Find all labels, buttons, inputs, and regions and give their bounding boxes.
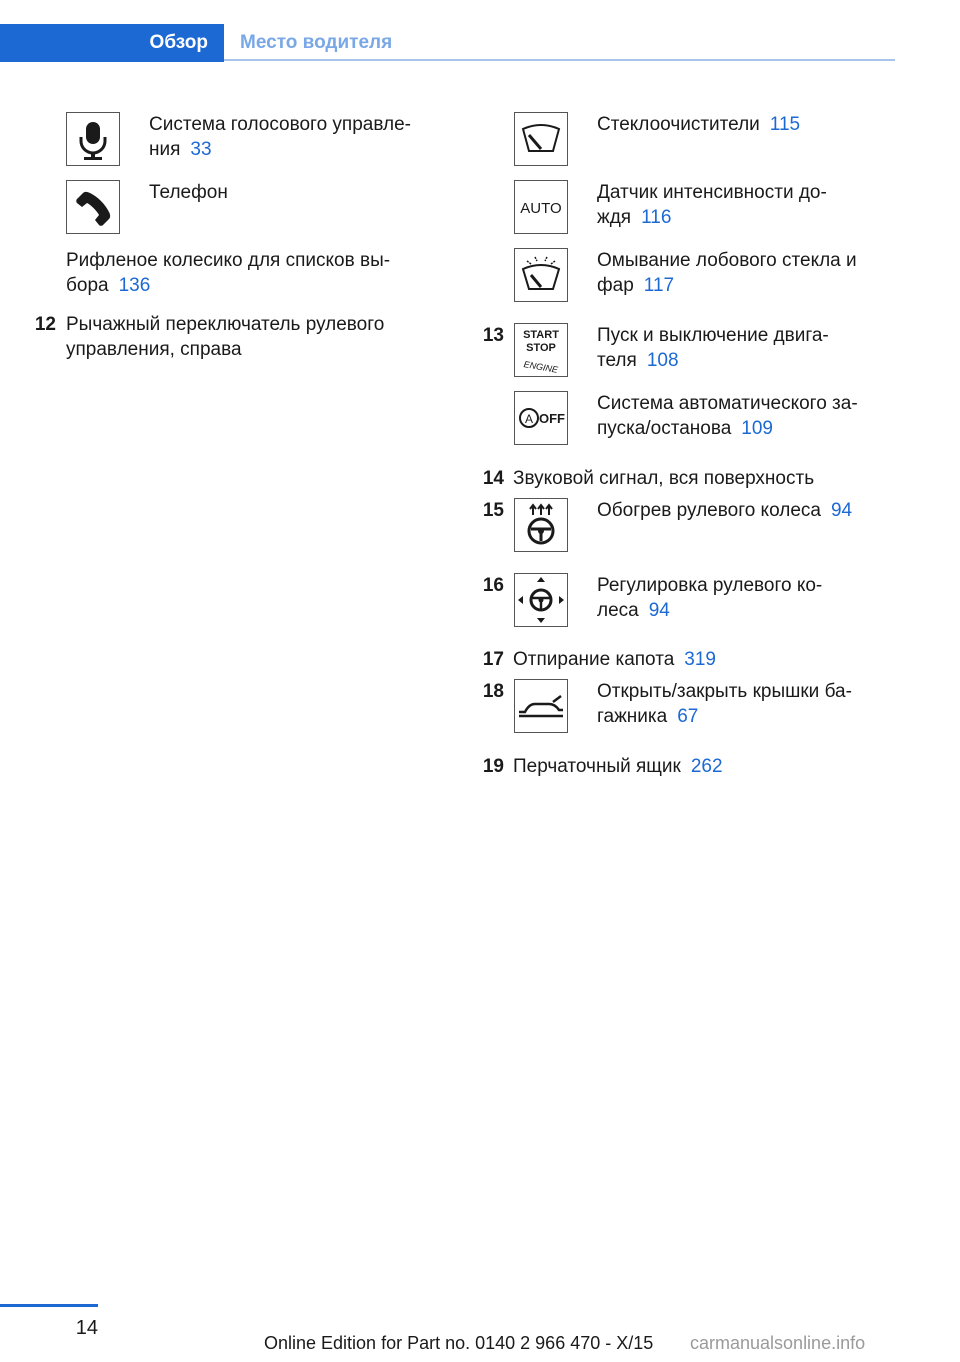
auto-icon xyxy=(514,180,568,234)
edition-text: Online Edition for Part no. 0140 2 966 470 - X/15 xyxy=(264,1333,654,1353)
auto-start-stop-off-icon xyxy=(514,391,568,445)
wheel-adjust-label: Регулировка рулевого ко- леса 94 xyxy=(597,575,823,621)
header-nav xyxy=(0,24,895,62)
header-divider xyxy=(224,59,895,61)
washer-label: Омывание лобового стекла и фар 117 xyxy=(597,250,857,296)
item-number-15: 15 xyxy=(482,500,504,521)
start-stop-icon-text-1: START xyxy=(523,329,559,341)
engine-page-ref[interactable]: 108 xyxy=(646,350,679,371)
trunk-icon xyxy=(514,679,568,733)
item-number-16: 16 xyxy=(482,575,504,596)
glovebox-page-ref[interactable]: 262 xyxy=(690,756,723,777)
microphone-icon xyxy=(66,112,120,166)
phone-icon xyxy=(66,180,120,234)
tab-driver-seat[interactable]: Место водителя xyxy=(240,32,393,53)
wiper-icon xyxy=(514,112,568,166)
hood-page-ref[interactable]: 319 xyxy=(684,649,716,670)
trunk-label: Открыть/закрыть крышки ба- гажника 67 xyxy=(597,681,852,727)
start-stop-icon-text-3: ENGINE xyxy=(522,359,559,375)
auto-stop-page-ref[interactable]: 109 xyxy=(741,418,773,439)
glovebox-label: Перчаточный ящик 262 xyxy=(513,756,723,777)
wheel-adjust-page-ref[interactable]: 94 xyxy=(648,600,670,621)
heated-wheel-label: Обогрев рулевого колеса 94 xyxy=(597,500,853,521)
washer-icon xyxy=(514,248,568,302)
heated-wheel-icon xyxy=(514,498,568,552)
watermark: carmanualsonline.info xyxy=(690,1333,866,1353)
off-icon-text: OFF xyxy=(539,411,565,426)
page-number: 14 xyxy=(75,1317,98,1339)
right-stalk-label: Рычажный переключатель рулевого управления, справа xyxy=(66,314,385,360)
start-stop-icon-text-2: STOP xyxy=(526,342,556,354)
item-number-14: 14 xyxy=(482,468,504,489)
start-stop-icon xyxy=(514,323,568,377)
item-number-19: 19 xyxy=(482,756,504,777)
washer-page-ref[interactable]: 117 xyxy=(643,275,675,296)
wipers-label: Стеклоочистители 115 xyxy=(597,114,801,135)
phone-label: Телефон xyxy=(149,182,228,203)
auto-stop-label: Система автоматического за- пуска/останова 109 xyxy=(597,393,858,439)
horn-label: Звуковой сигнал, вся поверхность xyxy=(513,468,815,489)
svg-text:A: A xyxy=(524,412,534,426)
heated-wheel-page-ref[interactable]: 94 xyxy=(830,500,853,521)
wheel-adjust-icon xyxy=(514,573,568,627)
item-number-17: 17 xyxy=(482,649,504,670)
voice-page-ref[interactable]: 33 xyxy=(190,139,212,160)
footer-divider xyxy=(0,1304,98,1307)
engine-start-label: Пуск и выключение двига- теля 108 xyxy=(597,325,829,371)
tab-overview[interactable]: Обзор xyxy=(0,24,224,62)
wheel-page-ref[interactable]: 136 xyxy=(118,275,151,296)
selection-wheel-label: Рифленое колесико для списков вы- бора 136 xyxy=(66,250,391,296)
auto-icon-text: AUTO xyxy=(520,200,562,217)
item-number-12: 12 xyxy=(34,314,56,335)
rain-page-ref[interactable]: 116 xyxy=(641,207,672,228)
hood-release-label: Отпирание капота 319 xyxy=(513,649,716,670)
voice-control-label: Система голосового управле- ния 33 xyxy=(149,114,411,160)
trunk-page-ref[interactable]: 67 xyxy=(677,706,699,727)
item-number-18: 18 xyxy=(482,681,504,702)
item-number-13: 13 xyxy=(482,325,504,346)
wipers-page-ref[interactable]: 115 xyxy=(769,114,801,135)
rain-sensor-label: Датчик интенсивности до- ждя 116 xyxy=(597,182,827,228)
